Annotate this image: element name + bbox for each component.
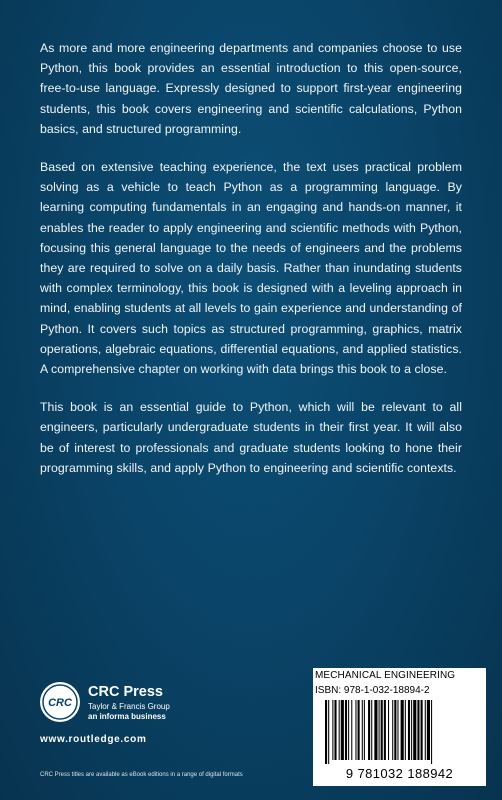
blurb-paragraph-3: This book is an essential guide to Python, which will be relevant to all engineers, particularly undergraduate students in their first year. It will also be of interest to professionals and graduate students looking to hone their programming skills, and apply Python to engineering and scientific contexts. [40, 400, 462, 475]
barcode-icon [313, 700, 486, 764]
book-category: MECHANICAL ENGINEERING [315, 670, 456, 681]
crc-logo-text: CRC [48, 697, 72, 709]
blurb-paragraph-2: Based on extensive teaching experience, the text uses practical problem solving as a vehicle to teach Python as a programming language. By learning computing fundamentals in an engaging and hands-on manner, it enables the reader to apply engineering and scientific methods with Python, focusing this general language to the needs of engineers and the problems they are required to solve on a daily basis. Rather than inundating students with complex terminology, this book is designed with a leveling approach in mind, enabling students at all levels to gain experience and understanding of Python. It covers such topics as structured programming, graphics, matrix operations, algebraic equations, differential equations, and applied statistics. A comprehensive chapter on working with data brings this book to a close. [40, 160, 462, 377]
publisher-website[interactable]: www.routledge.com [40, 734, 147, 745]
ebook-note: CRC Press titles are available as eBook editions in a range of digital formats [40, 772, 243, 778]
isbn-barcode-box [313, 668, 486, 786]
publisher-logo [40, 680, 240, 730]
isbn-number: ISBN: 978-1-032-18894-2 [315, 685, 430, 696]
publisher-group: Taylor & Francis Group [88, 702, 170, 711]
publisher-business: an informa business [88, 712, 166, 721]
crc-logo-icon [40, 682, 80, 722]
publisher-name: CRC Press [88, 684, 163, 700]
blurb-paragraph-1: As more and more engineering departments and companies choose to use Python, this book provides an essential introduction to this open-source, free-to-use language. Expressly designed to support first-year engineering students, this book covers engineering and scientific calculations, Python basics, and structured programming. [40, 41, 462, 136]
barcode-digits: 9 781032 188942 [345, 766, 454, 781]
back-cover-blurb [40, 38, 462, 496]
